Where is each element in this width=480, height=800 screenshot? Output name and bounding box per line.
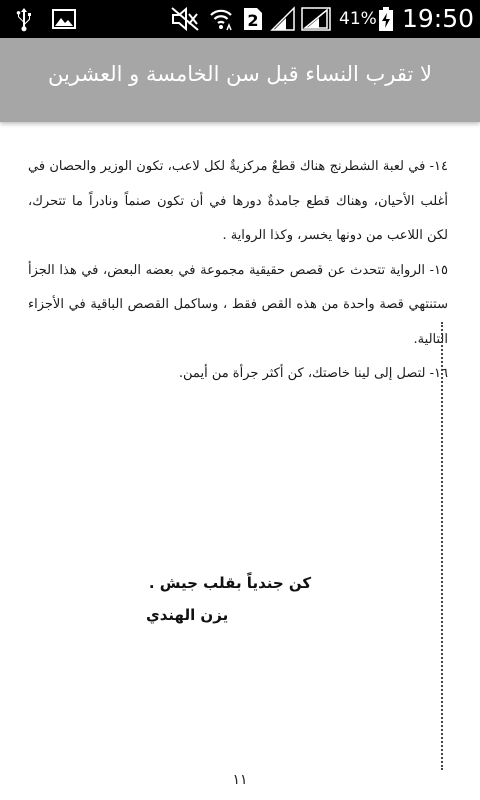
battery-percentage: 41% — [339, 9, 377, 29]
page-title: لا تقرب النساء قبل سن الخامسة و العشرين — [47, 62, 433, 86]
paragraph-15: ١٥- الرواية تتحدث عن قصص حقيقية مجموعة في بعضه البعض، في هذا الجزأ ستنتهي قصة واحدة من هذه القص فقط ، وساكمل القصص الباقية في الأجزاء التالية. — [28, 262, 448, 347]
sim-label: 2 — [247, 11, 259, 30]
title-bar — [0, 38, 480, 122]
image-icon — [50, 6, 78, 32]
battery-charging-icon — [378, 6, 394, 32]
sim-2-icon — [242, 6, 264, 32]
book-content — [28, 150, 448, 392]
usb-icon — [12, 6, 36, 32]
mute-icon — [170, 6, 200, 32]
closing-quote: كن جندياً بقلب جيش . — [148, 574, 312, 592]
page-margin-dotted-line — [441, 322, 443, 770]
signal-icon — [270, 6, 296, 32]
signal-icon — [300, 6, 332, 32]
wifi-icon — [208, 6, 234, 32]
author-name: يزن الهندي — [146, 606, 229, 624]
clock: 19:50 — [402, 4, 475, 33]
page-number: ١١ — [232, 772, 248, 788]
paragraph-14: ١٤- في لعبة الشطرنج هناك قطعٌ مركزيةٌ لكل لاعب، تكون الوزير والحصان في أغلب الأحيان، وهناك قطع جامدةٌ دورها في أن تكون صنماً ونادراً ما تتحرك، لكن اللاعب من دونها يخسر، وكذا الرواية . — [28, 159, 448, 243]
paragraph-16: ١٦- لتصل إلى لينا خاصتك، كن أكثر جرأة من أيمن. — [178, 366, 448, 381]
status-bar — [0, 0, 480, 38]
